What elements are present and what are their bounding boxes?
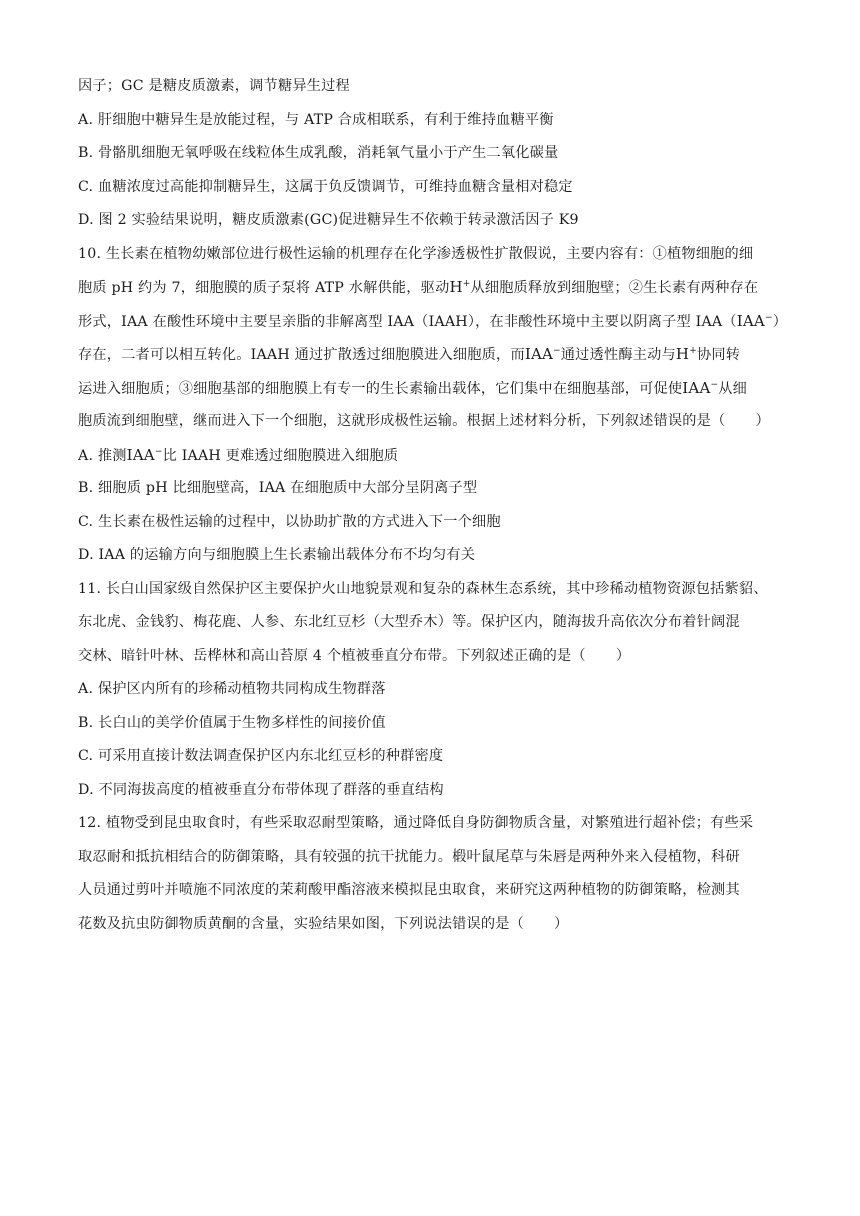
q10-text: 通过透性酶主动与 (560, 347, 676, 363)
q10-text: A. 推测 (78, 447, 127, 464)
h-ion-formula: H+ (675, 345, 697, 363)
q9-option-b: B. 骨骼肌细胞无氧呼吸在线粒体生成乳酸，消耗氧气量小于产生二氧化碳量 (78, 145, 559, 161)
q11-option-d: D. 不同海拔高度的植被垂直分布带体现了群落的垂直结构 (78, 781, 444, 798)
q9-option-c: C. 血糖浓度过高能抑制糖异生，这属于负反馈调节，可维持血糖含量相对稳定 (78, 178, 573, 195)
q11-option-c: C. 可采用直接计数法调查保护区内东北红豆杉的种群密度 (78, 748, 444, 764)
q10-stem-line-6 (78, 405, 786, 439)
q11-option-b: B. 长白山的美学价值属于生物多样性的间接价值 (78, 714, 386, 731)
q10-text: 运进入细胞质；③细胞基部的细胞膜上有专一的生长素输出载体，它们集中在细胞基部，可促使 (78, 380, 683, 397)
q12-text: 花数及抗虫防御物质黄酮的含量，实验结果如图，下列说法错误的是（ (78, 915, 525, 932)
q10-text: 形式，IAA 在酸性环境中主要呈亲脂的非解离型 IAA（IAAH），在非酸性环境中主要以阴离子型 IAA（ (78, 313, 737, 330)
q11-stem-line-3 (78, 640, 786, 674)
q10-text: 从细胞质释放到细胞壁；②生长素有两种存在 (470, 280, 759, 296)
iaa-ion-formula: IAA− (682, 378, 719, 397)
q12-stem-line-3: 人员通过剪叶并喷施不同浓度的茉莉酸甲酯溶液来模拟昆虫取食，来研究这两种植物的防御策略，检测其 (78, 882, 740, 898)
q12-stem-line-2: 取忍耐和抵抗相结合的防御策略，具有较强的抗干扰能力。椴叶鼠尾草与朱唇是两种外来入侵植物，科研 (78, 848, 740, 865)
q12-stem-line-4 (78, 908, 786, 942)
q10-stem-line-3 (78, 305, 786, 339)
iaa-ion-formula: IAA− (736, 311, 773, 330)
q10-option-d: D. IAA 的运输方向与细胞膜上生长素输出载体分布不均匀有关 (78, 547, 476, 563)
q11-text: 交林、暗针叶林、岳桦林和高山苔原 4 个植被垂直分布带。下列叙述正确的是（ (78, 647, 586, 664)
q10-text: 存在，二者可以相互转化。IAAH 通过扩散透过细胞膜进入细胞质，而 (78, 347, 525, 363)
q10-stem-line-4 (78, 338, 786, 372)
q11-stem-line-2: 东北虎、金钱豹、梅花鹿、人参、东北红豆杉（大型乔木）等。保护区内，随海拔升高依次分布着针阔混 (78, 614, 740, 630)
q10-stem-line-5 (78, 372, 786, 406)
q10-text: 胞质 pH 约为 7，细胞膜的质子泵将 ATP 水解供能，驱动 (78, 280, 450, 296)
q10-text: 比 IAAH 更难透过细胞膜进入细胞质 (162, 447, 399, 464)
q10-stem-line-2 (78, 271, 786, 305)
document-page (78, 70, 786, 941)
paren-close: ） (615, 647, 631, 664)
q10-option-a (78, 439, 786, 473)
q9-intro-tail: 因子；GC 是糖皮质激素，调节糖异生过程 (78, 78, 350, 94)
q11-option-a: A. 保护区内所有的珍稀动植物共同构成生物群落 (78, 681, 386, 697)
q12-stem-line-1: 12. 植物受到昆虫取食时，有些采取忍耐型策略，通过降低自身防御物质含量，对繁殖进行超补偿；有些采 (78, 815, 754, 831)
iaa-ion-formula: IAA− (126, 445, 163, 464)
q10-text: 胞质流到细胞壁，继而进入下一个细胞，这就形成极性运输。根据上述材料分析，下列叙述错误的是（ (78, 413, 726, 429)
q10-text: ） (772, 313, 788, 330)
q9-option-a: A. 肝细胞中糖异生是放能过程，与 ATP 合成相联系，有利于维持血糖平衡 (78, 111, 554, 128)
q10-option-b: B. 细胞质 pH 比细胞壁高，IAA 在细胞质中大部分呈阴离子型 (78, 480, 478, 496)
q9-option-d: D. 图 2 实验结果说明，糖皮质激素(GC)促进糖异生不依赖于转录激活因子 K9 (78, 212, 579, 228)
paren-close: ） (554, 915, 569, 932)
q11-stem-line-1: 11. 长白山国家级自然保护区主要保护火山地貌景观和复杂的森林生态系统，其中珍稀动植物资源包括紫貂、 (78, 580, 768, 597)
q10-option-c: C. 生长素在极性运输的过程中，以协助扩散的方式进入下一个细胞 (78, 513, 501, 530)
h-ion-formula: H+ (449, 278, 471, 296)
q10-stem-line-1: 10. 生长素在植物幼嫩部位进行极性运输的机理存在化学渗透极性扩散假说，主要内容有：①植物细胞的细 (78, 245, 754, 262)
paren-close: ） (755, 413, 770, 429)
q10-text: 从细 (718, 380, 748, 397)
q10-text: 协同转 (696, 347, 741, 363)
iaa-ion-formula: IAA− (524, 345, 561, 363)
